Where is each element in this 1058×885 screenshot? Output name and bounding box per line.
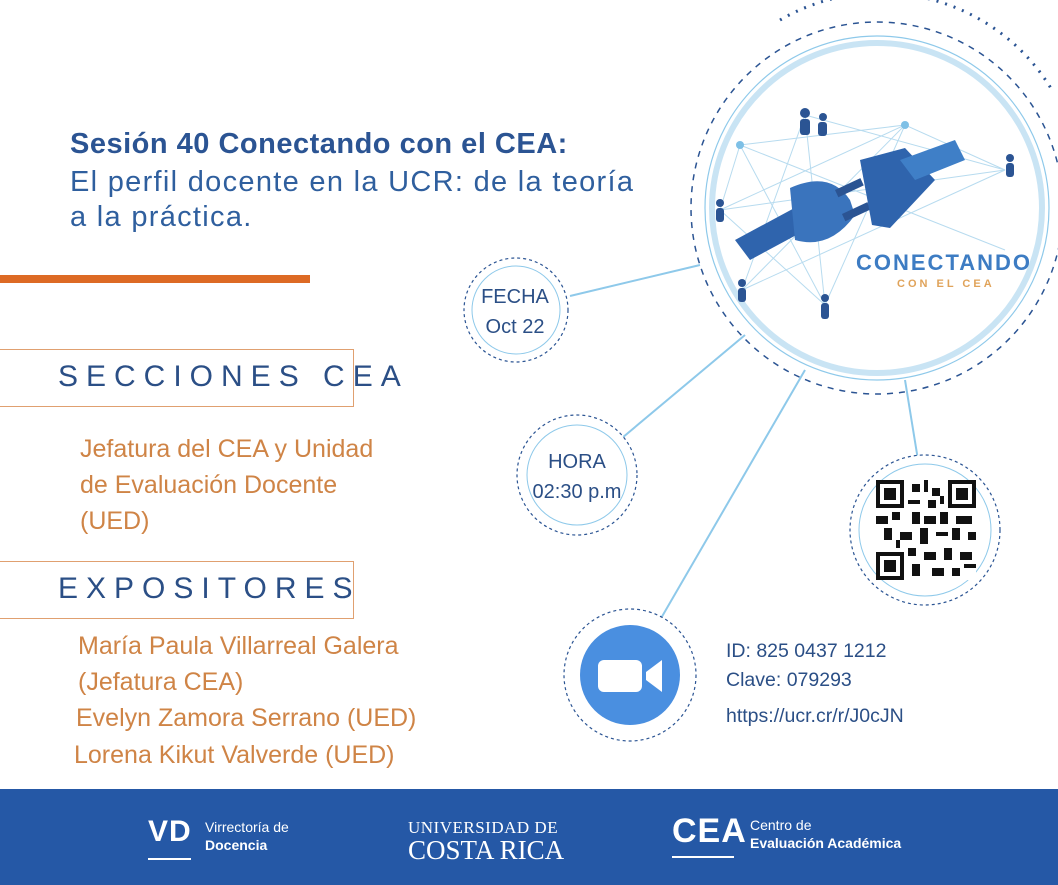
vd-logo: VD <box>148 815 192 848</box>
vd-logo-underline <box>148 858 191 860</box>
cea-name-line1: Centro de <box>750 817 812 833</box>
brand-title: CONECTANDO <box>856 250 1033 275</box>
hora-label: HORA <box>548 451 606 473</box>
session-subtitle-line1: El perfil docente en la UCR: de la teoría <box>70 166 635 198</box>
expositores-title: EXPOSITORES <box>58 572 361 605</box>
secciones-line: Jefatura del CEA y Unidad <box>80 435 374 463</box>
ucr-logo-line2: COSTA RICA <box>408 835 565 865</box>
fecha-value: Oct 22 <box>485 316 545 338</box>
cea-logo-underline <box>672 856 734 858</box>
vd-name-line1: Virrectoría de <box>205 819 289 835</box>
zoom-link[interactable]: https://ucr.cr/r/J0cJN <box>726 705 904 727</box>
orange-divider <box>0 275 310 283</box>
zoom-password: Clave: 079293 <box>726 669 852 691</box>
session-subtitle-line2: a la práctica. <box>70 201 253 233</box>
brand-subtitle: CON EL CEA <box>897 278 995 290</box>
hora-block <box>522 447 632 507</box>
expositores-header-box <box>0 561 361 619</box>
session-title: Sesión 40 Conectando con el CEA: <box>70 128 568 160</box>
secciones-line: de Evaluación Docente <box>80 471 338 499</box>
cea-name-line2: Evaluación Académica <box>750 835 902 851</box>
cea-logo: CEA <box>672 812 747 850</box>
secciones-list <box>80 431 373 539</box>
expositor-role: (Jefatura CEA) <box>78 668 244 696</box>
hora-value: 02:30 p.m <box>532 481 622 503</box>
secciones-title: SECCIONES CEA <box>58 360 409 393</box>
expositor-name: María Paula Villarreal Galera <box>78 632 399 660</box>
fecha-block <box>466 282 564 342</box>
expositor-name: Lorena Kikut Valverde (UED) <box>74 741 395 769</box>
vd-name-line2: Docencia <box>205 837 268 853</box>
secciones-header-box <box>0 349 409 407</box>
zoom-meeting-id: ID: 825 0437 1212 <box>726 640 887 662</box>
qr-code-icon[interactable] <box>876 480 976 580</box>
ucr-logo-line1: UNIVERSIDAD DE <box>408 818 559 837</box>
expositor-name: Evelyn Zamora Serrano (UED) <box>76 704 417 732</box>
fecha-label: FECHA <box>481 286 549 308</box>
secciones-line: (UED) <box>80 507 150 535</box>
